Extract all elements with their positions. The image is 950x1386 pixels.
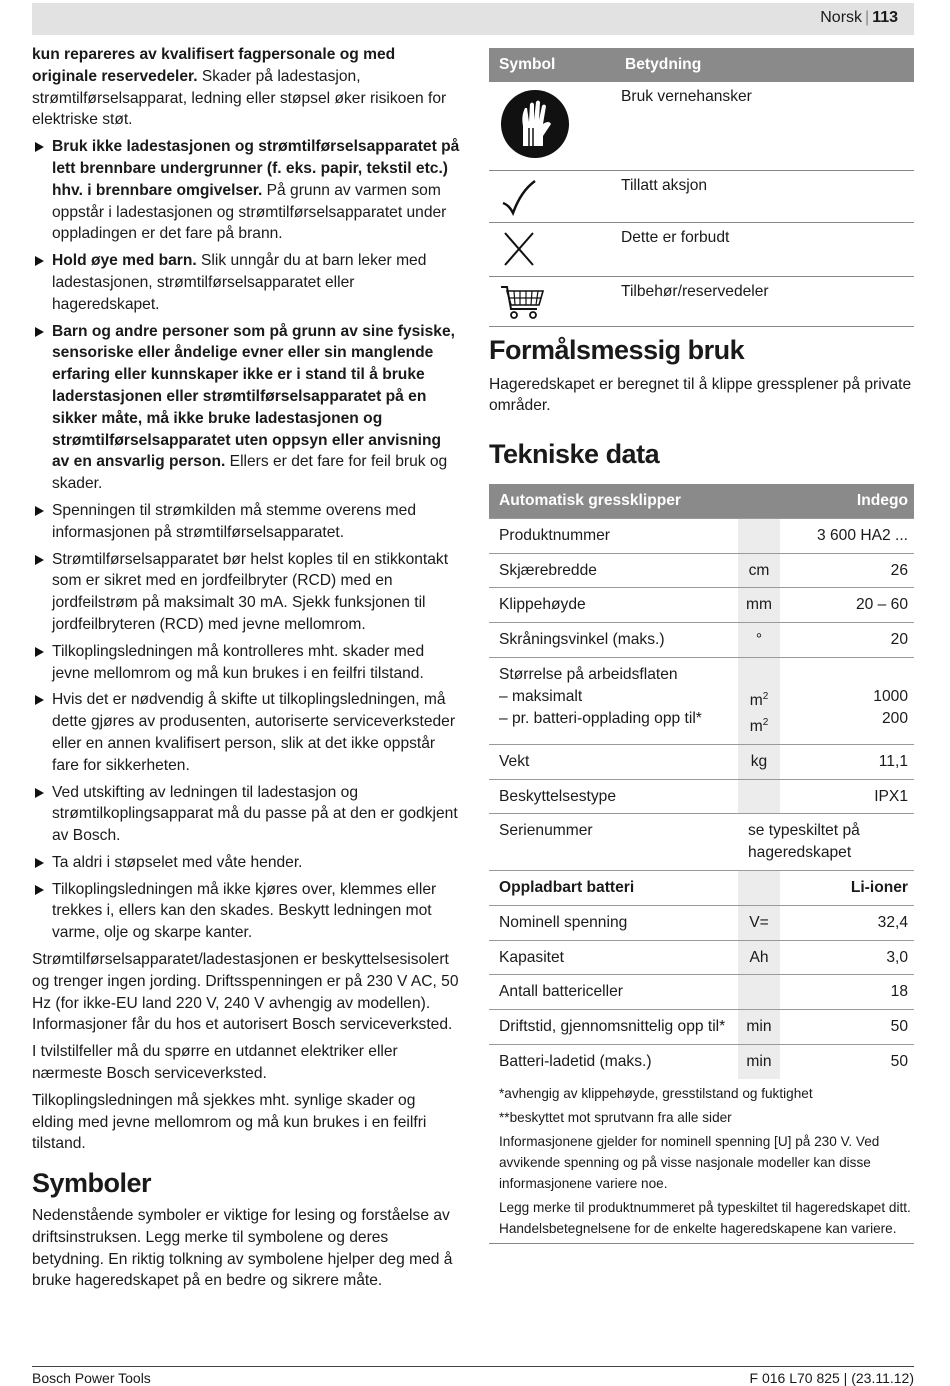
area-charge-value: 200 <box>881 709 908 727</box>
tech-label: Skråningsvinkel (maks.) <box>489 623 738 658</box>
gloves-icon <box>499 88 571 160</box>
tech-label: Beskyttelsestype <box>489 779 738 814</box>
tech-unit <box>738 658 780 745</box>
tech-value: 20 – 60 <box>780 588 914 623</box>
battery-header-left: Oppladbart batteri <box>489 871 738 906</box>
tech-notes <box>489 1079 914 1239</box>
bullet-text: Ved utskifting av ledningen til ladestasjon og strømtilkoplingsapparat må du passe på at den er godkjent av Bosch. <box>52 783 458 845</box>
tech-value: 32,4 <box>780 905 914 940</box>
tech-unit: mm <box>738 588 780 623</box>
tech-label: Batteri-ladetid (maks.) <box>499 1053 652 1071</box>
tech-value: IPX1 <box>780 779 914 814</box>
checkmark-icon <box>499 177 539 217</box>
divider <box>489 1243 914 1244</box>
intended-use-text: Hageredskapet er beregnet til å klippe gressplener på private områder. <box>489 375 912 415</box>
tech-value: 50 <box>780 1010 914 1045</box>
intro-paragraph <box>32 44 460 131</box>
symbol-row <box>489 82 914 170</box>
tech-data-table <box>489 484 914 1079</box>
bullet-arrow-icon <box>35 142 44 152</box>
page-label: Norsk | 113 <box>820 9 898 26</box>
symbol-row <box>489 276 914 326</box>
bullet-text: Tilkoplingsledningen må kontrolleres mht. skader med jevne mellomrom og må kun brukes i en feilfri tilstand. <box>52 642 425 682</box>
bullet-persons <box>32 321 460 495</box>
symbol-cell <box>489 222 615 276</box>
bullet-arrow-icon <box>35 647 44 657</box>
paragraph-cable-inspection: Tilkoplingsledningen må sjekkes mht. synlige skader og elding med jevne mellomrom og må kun brukes i en feilfri tilstand. <box>32 1091 427 1153</box>
tech-unit: cm <box>738 553 780 588</box>
bullet-flammable <box>32 136 460 245</box>
battery-header-unit <box>738 871 780 906</box>
tech-label: Vekt <box>489 744 738 779</box>
tech-unit: ° <box>738 623 780 658</box>
battery-row <box>489 905 914 940</box>
tech-unit: Ah <box>738 940 780 975</box>
symbols-heading: Symboler <box>32 1168 152 1199</box>
tech-row <box>489 623 914 658</box>
tech-label: Skjærebredde <box>489 553 738 588</box>
paragraph-electrician: I tvilstilfeller må du spørre en utdannet elektriker eller nærmeste Bosch serviceverksted. <box>32 1043 398 1083</box>
battery-header-row <box>489 871 914 906</box>
tech-label: Driftstid, gjennomsnittelig opp til* <box>489 1010 738 1045</box>
battery-header-right: Li-ioner <box>780 871 914 906</box>
tech-unit <box>738 975 780 1010</box>
tech-header-left: Automatisk gressklipper <box>489 484 738 518</box>
tech-value: 26 <box>780 553 914 588</box>
bullet-arrow-icon <box>35 885 44 895</box>
tech-row <box>489 518 914 553</box>
symbol-table-header <box>489 48 914 82</box>
cross-icon <box>499 229 539 269</box>
bullet-arrow-icon <box>35 256 44 266</box>
bullet-arrow-icon <box>35 555 44 565</box>
tech-unit: min <box>738 1045 780 1079</box>
shopping-cart-icon <box>499 283 545 321</box>
tech-label: Kapasitet <box>489 940 738 975</box>
bullet-text: På grunn av varmen som oppstår i ladestasjonen og strømtilførselsapparatet under oppladingen er det fare på brann. <box>52 181 447 243</box>
tech-row <box>489 588 914 623</box>
area-max-label: – maksimalt <box>499 687 583 705</box>
symbol-meaning: Bruk vernehansker <box>615 82 914 170</box>
tech-unit: min <box>738 1010 780 1045</box>
bullet-cable-protect <box>32 879 460 944</box>
bullet-bosch-approved <box>32 782 460 847</box>
bullet-arrow-icon <box>35 327 44 337</box>
note-footnote: **beskyttet mot sprutvann fra alle sider <box>499 1109 732 1125</box>
tech-row <box>489 779 914 814</box>
battery-row <box>489 940 914 975</box>
right-column <box>489 48 914 1244</box>
tech-row-area <box>489 658 914 745</box>
tech-row <box>489 553 914 588</box>
bullet-bold: Hold øye med barn. <box>52 252 197 270</box>
bullet-text: Tilkoplingsledningen må ikke kjøres over, klemmes eller trekkes i, ellers kan den skades. Beskytt ledningen mot varme, olje og skarpe kanter. <box>52 880 437 942</box>
symbol-cell <box>489 82 615 170</box>
note-product-number: Legg merke til produktnummeret på typeskiltet til hageredskapet ditt. Handelsbetegnelsene for de enkelte hageredskapene kan variere. <box>499 1199 911 1236</box>
tech-value: 11,1 <box>780 744 914 779</box>
bullet-text: Ta aldri i støpselet med våte hender. <box>52 853 303 871</box>
footer-divider <box>32 1366 914 1367</box>
symbol-cell <box>489 170 615 222</box>
note-footnote: *avhengig av klippehøyde, gresstilstand og fuktighet <box>499 1085 813 1101</box>
bullet-arrow-icon <box>35 695 44 705</box>
tech-value: se typeskiltet på hageredskapet <box>738 814 914 871</box>
symbol-cell <box>489 276 615 326</box>
tech-unit: kg <box>738 744 780 779</box>
tech-label <box>489 658 738 745</box>
symbol-table <box>489 48 914 327</box>
area-label: Størrelse på arbeidsflaten <box>499 666 678 684</box>
bullet-arrow-icon <box>35 858 44 868</box>
bullet-text: Strømtilførselsapparatet bør helst koples til en stikkontakt som er sikret med en jordfeilbryter (RCD) med en jordfeilstrøm på maksimalt 30 mA. Sjekk funksjonen til jordfeilbryteren (RCD) med jevne mellomrom. <box>52 550 449 633</box>
bullet-text: Hvis det er nødvendig å skifte ut tilkoplingsledningen, må dette gjøres av produsenten, autoriserte serviceverksteder eller en annen kvalifisert person, slik at det ikke oppstår fare for sikkerheten. <box>52 691 456 774</box>
paragraph-insulation: Strømtilførselsapparatet/ladestasjonen er beskyttelsesisolert og trenger ingen jording. Driftsspenningen er på 230 V AC, 50 Hz (for ikke-EU land 220 V, 240 V avhengig av modellen). Informasjoner får du hos et autorisert Bosch serviceverksted. <box>32 951 459 1034</box>
tech-unit: V= <box>738 905 780 940</box>
tech-value: 20 <box>780 623 914 658</box>
bullet-cable-check <box>32 641 460 685</box>
tech-row <box>489 814 914 871</box>
intro-bold: kun repareres av kvalifisert fagpersonale og med originale reservedeler. <box>32 46 396 85</box>
battery-row <box>489 1010 914 1045</box>
bullet-cable-replace <box>32 689 460 776</box>
battery-row <box>489 1045 914 1079</box>
tech-value <box>780 658 914 745</box>
tech-value: 18 <box>780 975 914 1010</box>
bullet-arrow-icon <box>35 506 44 516</box>
area-charge-label: – pr. batteri-opplading opp til* <box>499 709 702 727</box>
symbol-meaning: Tillatt aksjon <box>615 170 914 222</box>
bullet-bold: Bruk ikke ladestasjonen og strømtilførselsapparatet på lett brennbare undergrunner (f. eks. papir, tekstil etc.) hhv. i brennbare omgivelser. <box>52 138 460 199</box>
tech-unit <box>738 518 780 553</box>
footer-right: F 016 L70 825 | (23.11.12) <box>749 1370 914 1386</box>
tech-unit <box>738 779 780 814</box>
area-max-value: 1000 <box>873 687 908 705</box>
tech-label: Nominell spenning <box>489 905 738 940</box>
tech-label: Produktnummer <box>489 518 738 553</box>
area-charge-unit: $m^2$ <box>749 716 769 736</box>
tech-header-row <box>489 484 914 518</box>
tech-value: 50 <box>890 1053 908 1071</box>
bullet-arrow-icon <box>35 788 44 798</box>
area-max-unit: $m^2$ <box>749 690 769 710</box>
tech-label: Antall battericeller <box>489 975 738 1010</box>
intended-use-heading: Formålsmessig bruk <box>489 334 745 365</box>
bullet-bold: Barn og andre personer som på grunn av sine fysiske, sensoriske eller åndelige evner eller sin manglende erfaring eller kunnskaper ikke er i stand til å bruke laderstasjonen eller strømtilførselsapparatet på en sikker måte, må ikke bruke ladestasjonen og strømtilførselsapparatet uten oppsyn eller anvisning av en ansvarlig person. <box>52 322 455 471</box>
tech-row <box>489 744 914 779</box>
intro-rest: Skader på ladestasjon, strømtilførselsapparat, ledning eller støpsel øker risikoen for elektriske støt. <box>32 67 447 129</box>
tech-header-right: Indego <box>780 484 914 518</box>
page-number: 113 <box>872 9 898 26</box>
tech-data-heading: Tekniske data <box>489 439 660 470</box>
tech-value: 3 600 HA2 ... <box>780 518 914 553</box>
tech-label: Serienummer <box>489 814 738 871</box>
bullet-wet-hands <box>32 852 460 874</box>
tech-header-unit <box>738 484 780 518</box>
bullet-text: Slik unngår du at barn leker med ladestasjonen, strømtilførselsapparatet eller hageredskapet. <box>52 252 427 313</box>
symbol-row <box>489 222 914 276</box>
note-voltage: Informasjonene gjelder for nominell spenning [U] på 230 V. Ved avvikende spenning og på visse nasjonale modeller kan disse informasjonene variere noe. <box>499 1133 880 1191</box>
footer-left: Bosch Power Tools <box>32 1370 151 1386</box>
left-column <box>32 44 460 1297</box>
header-bar <box>32 3 914 35</box>
battery-row <box>489 975 914 1010</box>
language-label: Norsk <box>820 9 863 26</box>
bullet-text: Ellers er det fare for feil bruk og skader. <box>52 453 448 493</box>
bullet-voltage <box>32 500 460 544</box>
bullet-text: Spenningen til strømkilden må stemme overens med informasjonen på strømtilførselsapparatet. <box>52 501 417 541</box>
bullet-rcd <box>32 549 460 636</box>
symbols-intro: Nedenstående symboler er viktige for lesing og forståelse av driftsinstruksen. Legg merke til symbolene og deres betydning. En riktig tolkning av symbolene hjelper deg med å bruke hageredskapet på en bedre og sikrere måte. <box>32 1207 453 1290</box>
tech-label: Klippehøyde <box>489 588 738 623</box>
col-meaning-header: Betydning <box>615 48 914 82</box>
symbol-meaning: Dette er forbudt <box>615 222 914 276</box>
symbol-meaning: Tilbehør/reservedeler <box>615 276 914 326</box>
bullet-children <box>32 250 460 315</box>
tech-value: 3,0 <box>780 940 914 975</box>
symbol-row <box>489 170 914 222</box>
col-symbol-header: Symbol <box>489 48 615 82</box>
